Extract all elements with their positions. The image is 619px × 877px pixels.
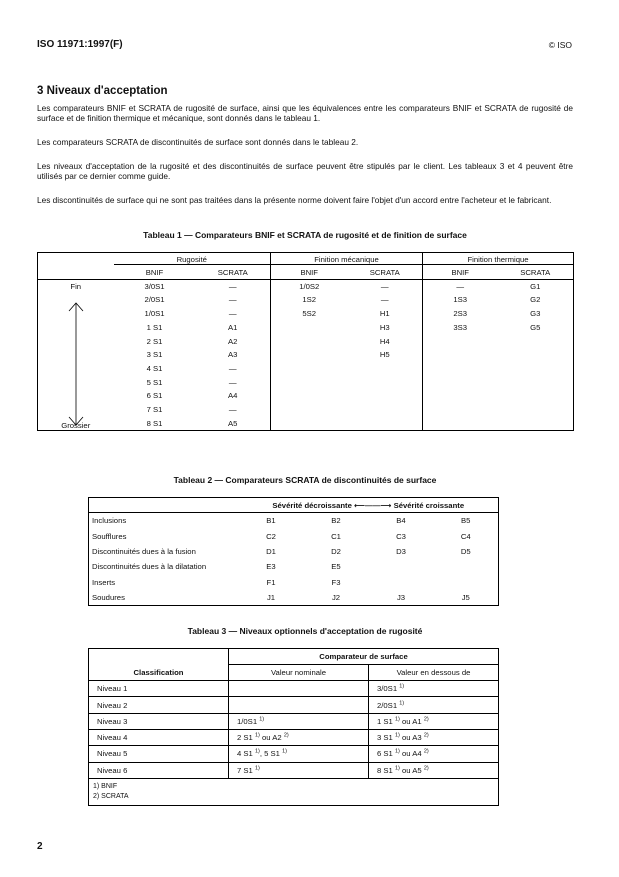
table1-subheader: BNIF [271, 267, 348, 280]
table2-row [89, 575, 499, 590]
label-fin: Fin [70, 281, 82, 291]
scrata-code: D2 [331, 546, 341, 556]
scrata-code: J1 [266, 593, 276, 603]
table1-cell [271, 376, 348, 390]
discontinuity-type: Soufflures [92, 531, 127, 541]
paragraph: Les discontinuités de surface qui ne sont pas traitées dans la présente norme doivent faire l'objet d'un accord entre l'acheteur et le fabricant. [37, 195, 552, 205]
table1-cell [348, 389, 423, 403]
table2-row [89, 528, 499, 543]
table1-caption: Tableau 1 — Comparateurs BNIF et SCRATA de rugosité et de finition de surface [143, 230, 467, 240]
table1-cell: H3 [348, 321, 423, 335]
scrata-code [369, 575, 434, 590]
table2-row [89, 513, 499, 529]
table1-cell [271, 417, 348, 431]
nominal-value: 1/0S1 $^{1)}$ [229, 713, 369, 729]
table1-cell [348, 417, 423, 431]
table1-cell [498, 376, 574, 390]
table1-cell [271, 403, 348, 417]
table3-col-nominal: Valeur nominale [229, 664, 369, 680]
nominal-value: 2 S1 $^{1)}$ ou A2 $^{2)}$ [229, 729, 369, 745]
table1-cell [423, 348, 498, 362]
table1-row [38, 403, 574, 417]
level-name: Niveau 1 [89, 681, 229, 697]
discontinuity-type: Discontinuités dues à la dilatation [92, 562, 207, 572]
nominal-value: 7 S1 $^{1)}$ [229, 762, 369, 778]
paragraph: Les comparateurs BNIF et SCRATA de rugosité de surface, ainsi que les équivalences entre les comparateurs BNIF et SCRATA de rugosité de surface et de finition thermique et mécanique, sont donnés dans le tableau 1. [37, 103, 573, 124]
table1-cell: 2 S1 [146, 336, 163, 346]
nominal-value [229, 681, 369, 697]
table1-cell: H5 [348, 348, 423, 362]
table1-cell [271, 335, 348, 349]
table1-cell: 4 S1 [146, 363, 163, 373]
paragraph: Les niveaux d'acceptation de la rugosité et des discontinuités de surface peuvent être stipulés par le client. Les tableaux 3 et 4 peuvent être utilisés par ce dernier comme guide. [37, 161, 573, 182]
table1-cell: G2 [530, 295, 541, 305]
table1-row [38, 417, 574, 431]
level-name: Niveau 5 [89, 746, 229, 762]
level-name: Niveau 3 [89, 713, 229, 729]
table1-cell: 5S2 [302, 309, 317, 319]
table1-cell: 7 S1 [146, 405, 163, 415]
level-name: Niveau 6 [97, 765, 128, 775]
scrata-code: D5 [460, 546, 471, 556]
table3-row [89, 681, 499, 697]
below-value: 3 S1 $^{1)}$ ou A3 $^{2)}$ [369, 729, 499, 745]
label-grossier: Grossier [61, 421, 91, 431]
table1-cell [271, 348, 348, 362]
table1-cell: 5 S1 [146, 377, 163, 387]
table3-row [89, 697, 499, 713]
discontinuity-type: Inserts [92, 577, 116, 587]
table1-cell: 2/0S1 [144, 295, 165, 305]
table1-cell [271, 321, 348, 335]
table1-cell: — [196, 307, 271, 321]
level-name: Niveau 4 [89, 729, 229, 745]
table2 [88, 497, 499, 606]
scrata-code: J5 [461, 593, 470, 603]
table1-cell: H1 [348, 307, 423, 321]
table1-group-finition-thermique: Finition thermique [423, 255, 573, 265]
table3-group-header: Comparateur de surface [229, 649, 499, 665]
footnote-scrata: 2) SCRATA [93, 792, 129, 800]
table3-caption: Tableau 3 — Niveaux optionnels d'acceptation de rugosité [187, 626, 423, 636]
severity-arrow: ⟵——⟶ [354, 500, 392, 510]
paragraph: Les comparateurs SCRATA de discontinuités de surface sont donnés dans le tableau 2. [37, 137, 359, 147]
discontinuity-type: Discontinuités dues à la fusion [92, 546, 196, 556]
table1-row [38, 335, 574, 349]
scrata-code: F1 [266, 577, 276, 587]
table1-row [38, 279, 574, 293]
table1-cell [271, 389, 348, 403]
table1-row [38, 362, 574, 376]
table1-cell [498, 362, 574, 376]
table3-row [89, 713, 499, 729]
scrata-code: C1 [331, 531, 341, 541]
section-title: 3 Niveaux d'acceptation [37, 85, 168, 97]
table1-cell: G1 [530, 281, 541, 291]
table1-row [38, 376, 574, 390]
table1-row [38, 389, 574, 403]
table2-row [89, 590, 499, 606]
table1-cell: 1/0S2 [299, 281, 320, 291]
table1-cell: 3/0S1 [144, 281, 165, 291]
table1-cell [498, 403, 574, 417]
table1-row [38, 348, 574, 362]
table1-cell: A2 [196, 335, 271, 349]
table1-cell [271, 362, 348, 376]
below-value: 6 S1 $^{1)}$ ou A4 $^{2)}$ [369, 746, 499, 762]
table1-row [38, 293, 574, 307]
table1-cell: — [348, 279, 423, 293]
table1-cell [423, 335, 498, 349]
table1-cell: 8 S1 [146, 418, 163, 428]
nominal-value: 4 S1 $^{1)}$, 5 S1 $^{1)}$ [229, 746, 369, 762]
table1-cell: — [456, 281, 465, 291]
table1-cell: 3 S1 [146, 350, 163, 360]
table1-cell: — [196, 403, 271, 417]
below-value: 1 S1 $^{1)}$ ou A1 $^{2)}$ [369, 713, 499, 729]
table3-row [89, 746, 499, 762]
scrata-code [434, 575, 499, 590]
scrata-code: J3 [396, 593, 406, 603]
table1-subheader: BNIF [114, 267, 196, 280]
scrata-code: B2 [331, 516, 341, 526]
footnote-bnif: 1) BNIF [93, 782, 118, 790]
table1-group-rugosite: Rugosité [114, 255, 271, 265]
scrata-code [369, 559, 434, 574]
table2-row [89, 544, 499, 559]
table1-subheader: SCRATA [348, 267, 423, 280]
table2-row [89, 559, 499, 574]
scrata-code: C2 [266, 531, 276, 541]
scrata-code: B1 [266, 516, 276, 526]
table1-cell [423, 417, 498, 431]
table1-cell [498, 389, 574, 403]
table1-cell: 3S3 [453, 322, 468, 332]
level-name: Niveau 2 [89, 697, 229, 713]
severity-decreasing-label: Sévérité décroissante [272, 500, 352, 510]
table3-col-classification: Classification [89, 664, 229, 680]
table1-cell: 1S3 [453, 295, 468, 305]
below-value: 8 S1 $^{1)}$ ou A5 $^{2)}$ [369, 762, 499, 778]
table1-cell: H4 [348, 335, 423, 349]
table1-subheader: SCRATA [196, 267, 271, 280]
table3 [88, 648, 499, 806]
table1-cell: A4 [196, 389, 271, 403]
fine-to-coarse-arrow [66, 301, 86, 427]
table1-cell [423, 376, 498, 390]
table1-cell [423, 403, 498, 417]
scrata-code: B4 [396, 516, 406, 526]
scrata-code: D1 [266, 546, 276, 556]
table1-cell: — [196, 362, 271, 376]
table1-cell: A3 [196, 348, 271, 362]
scrata-code: B5 [461, 516, 471, 526]
table3-row [89, 729, 499, 745]
table1-cell: A1 [196, 321, 271, 335]
table1-cell [423, 389, 498, 403]
below-value: 2/0S1 $^{1)}$ [369, 697, 499, 713]
table1-cell: 1S2 [302, 295, 317, 305]
table1-cell: G3 [530, 309, 541, 319]
scrata-code: E3 [266, 562, 276, 572]
table1-cell: 1 S1 [146, 322, 163, 332]
table1-cell [348, 403, 423, 417]
table1-cell: — [196, 279, 271, 293]
table1-subheader: SCRATA [498, 267, 574, 280]
table1-cell [498, 348, 574, 362]
table1-row [38, 307, 574, 321]
scrata-code: J2 [331, 593, 341, 603]
table1 [37, 252, 574, 431]
table1-cell: — [348, 293, 423, 307]
discontinuity-type: Inclusions [92, 516, 127, 526]
table1-cell: — [196, 293, 271, 307]
table1-cell [498, 417, 574, 431]
scrata-code: D3 [396, 546, 406, 556]
document-id: ISO 11971:1997(F) [37, 39, 123, 50]
table1-row [38, 321, 574, 335]
table1-cell [348, 362, 423, 376]
table1-group-finition-mecanique: Finition mécanique [271, 255, 422, 265]
table3-col-below: Valeur en dessous de [369, 664, 499, 680]
table1-cell [348, 376, 423, 390]
scrata-code: E5 [331, 562, 341, 572]
table1-cell: 1/0S1 [144, 309, 165, 319]
table1-cell: G5 [530, 322, 541, 332]
nominal-value [229, 697, 369, 713]
scrata-code: F3 [331, 577, 341, 587]
below-value: 3/0S1 $^{1)}$ [369, 681, 499, 697]
scrata-code: C3 [396, 531, 406, 541]
table1-cell: 6 S1 [146, 391, 163, 401]
table1-cell [423, 362, 498, 376]
table1-cell: A5 [196, 417, 271, 431]
table1-cell: — [196, 376, 271, 390]
table3-row [89, 762, 499, 778]
table1-subheader: BNIF [423, 267, 498, 280]
copyright-notice: © ISO [548, 40, 572, 50]
table1-cell: 2S3 [453, 309, 468, 319]
scrata-code [434, 559, 499, 574]
discontinuity-type: Soudures [92, 593, 125, 603]
page-number: 2 [37, 841, 43, 852]
table2-caption: Tableau 2 — Comparateurs SCRATA de discontinuités de surface [173, 475, 437, 485]
table1-cell [498, 335, 574, 349]
severity-increasing-label: Sévérité croissante [393, 500, 465, 510]
scrata-code: C4 [460, 531, 471, 541]
